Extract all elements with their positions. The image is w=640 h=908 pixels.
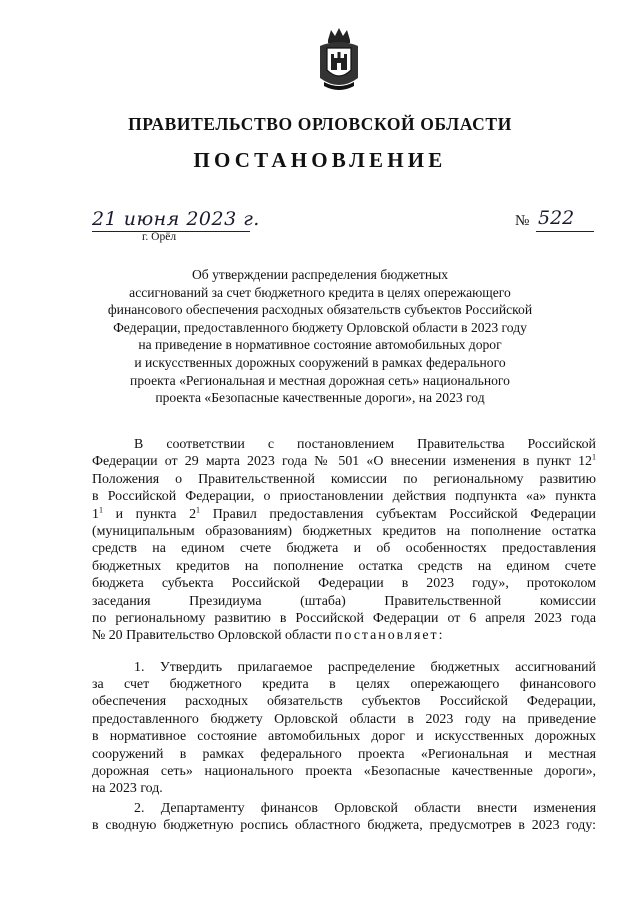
- decree-title: [60, 266, 580, 407]
- body-line: 2. Департаменту финансов Орловской области внести изменения: [134, 800, 596, 816]
- title-line: проекта «Региональная и местная дорожная сеть» национального: [130, 372, 510, 388]
- body-text: Федерации от 29 марта 2023 года № 501 «О внесении изменения в пункт 12: [92, 454, 592, 470]
- body-line: бюджетных кредитов на пополнение остатка средств на едином счете: [92, 558, 596, 574]
- body-line: [92, 627, 596, 644]
- body-text: Правил предоставления субъектам Российской Федерации: [200, 506, 596, 522]
- city-label: г. Орёл: [142, 231, 177, 243]
- date-handwritten: 21 июня 2023 г.: [92, 208, 260, 230]
- body-text: 1: [92, 506, 99, 522]
- superscript: 1: [196, 504, 201, 514]
- item-2-paragraph: [92, 800, 596, 835]
- title-line: проекта «Безопасные качественные дороги», на 2023 год: [155, 390, 485, 406]
- body-line: средств на едином счете бюджета и об особенностях предоставления: [92, 541, 596, 557]
- body-line: по региональному развитию в Российской Федерации от 6 апреля 2023 года: [92, 610, 596, 626]
- body-text: и пункта 2: [102, 506, 197, 522]
- superscript: 1: [592, 452, 596, 462]
- body-line: бюджета субъекта Российской Федерации в 2023 году», протоколом: [92, 576, 596, 592]
- body-line: заседания Президиума (штаба) Правительственной комиссии: [92, 593, 596, 609]
- body-line: дорожная сеть» национального проекта «Безопасные качественные дороги»,: [92, 764, 596, 780]
- government-name: ПРАВИТЕЛЬСТВО ОРЛОВСКОЙ ОБЛАСТИ: [128, 114, 512, 134]
- title-line: Федерации, предоставленного бюджету Орловской области в 2023 году: [113, 319, 527, 335]
- body-line: (муниципальным образованиям) бюджетных кредитов на пополнение остатка: [92, 523, 596, 539]
- document-type-title: ПОСТАНОВЛЕНИЕ: [193, 148, 447, 172]
- superscript: 1: [98, 504, 103, 514]
- document-body: [92, 436, 596, 835]
- body-line: предоставленного бюджету Орловской области в 2023 году на приведение: [92, 711, 596, 727]
- number-underline: [536, 231, 594, 232]
- title-line: на приведение в нормативное состояние автомобильных дорог: [138, 337, 502, 353]
- body-line: сооружений в рамках федерального проекта «Региональная и местная: [92, 746, 596, 762]
- body-line: В соответствии с постановлением Правительства Российской: [134, 437, 596, 452]
- body-line: обеспечения расходных обязательств субъектов Российской Федерации,: [92, 694, 596, 710]
- body-line: 1. Утвердить прилагаемое распределение бюджетных ассигнований: [134, 659, 596, 675]
- body-text: № 20 Правительство Орловской области: [92, 628, 335, 644]
- coat-of-arms-icon: [316, 26, 362, 94]
- body-line: [92, 453, 596, 470]
- body-line: на 2023 год.: [92, 781, 163, 797]
- resolves-word: постановляет:: [334, 628, 445, 644]
- body-line: за счет бюджетного кредита в целях опережающего финансового: [92, 677, 596, 693]
- title-line: Об утверждении распределения бюджетных: [191, 267, 449, 282]
- body-line: Положения о Правительственной комиссии по региональному развитию: [92, 471, 596, 487]
- number-label: №: [515, 213, 530, 229]
- paragraph-gap: [92, 645, 596, 659]
- title-line: ассигнований за счет бюджетного кредита в целях опережающего: [129, 284, 511, 300]
- item-1-paragraph: [92, 659, 596, 798]
- title-line: и искусственных дорожных сооружений в рамках федерального: [134, 354, 506, 370]
- body-line: [92, 506, 596, 523]
- title-line: финансового обеспечения расходных обязательств субъектов Российской: [107, 302, 533, 318]
- body-line: в нормативное состояние автомобильных дорог и искусственных дорожных: [92, 729, 596, 745]
- body-line: в Российской Федерации, о приостановлении действия подпункта «а» пункта: [92, 489, 596, 505]
- body-line: в сводную бюджетную роспись областного бюджета, предусмотрев в 2023 году:: [92, 818, 596, 834]
- preamble-paragraph: [92, 436, 596, 645]
- number-handwritten: 522: [538, 207, 575, 229]
